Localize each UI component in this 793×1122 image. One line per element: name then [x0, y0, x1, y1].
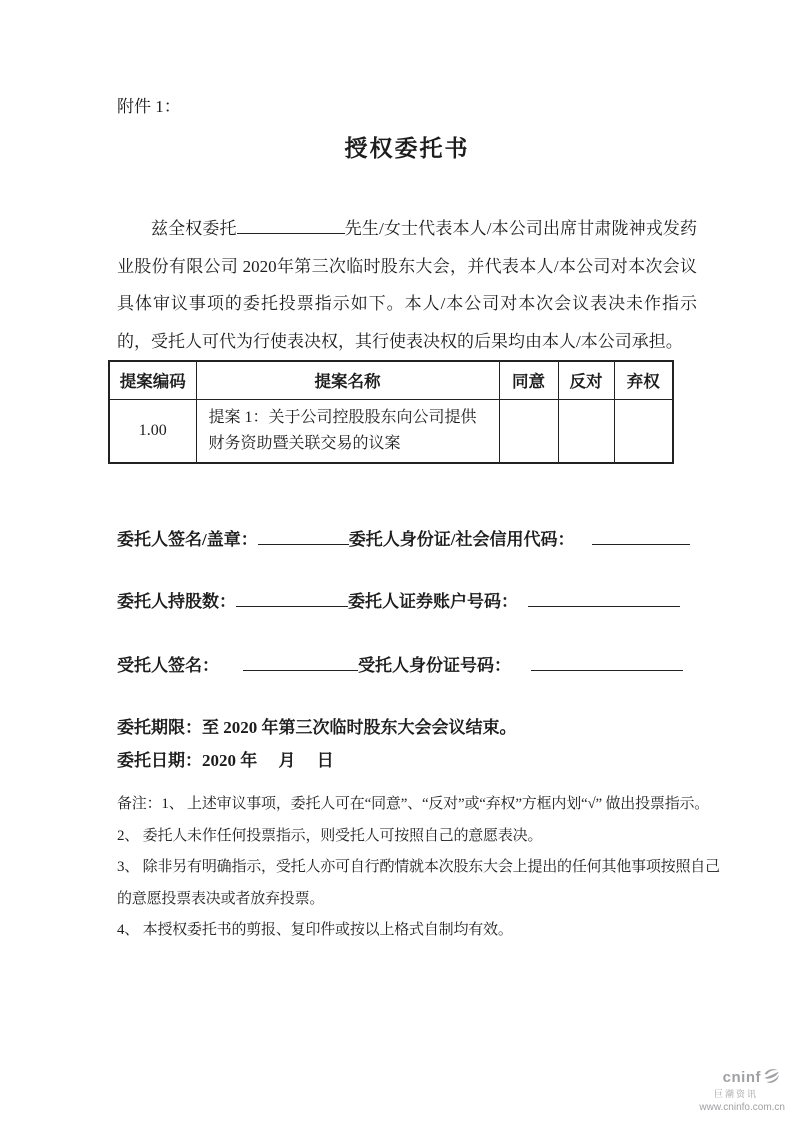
principal-id-label: 委托人身份证/社会信用代码： — [348, 530, 575, 549]
trustee-signature-label: 受托人签名： — [117, 656, 219, 675]
mandate-date-line: 委托日期：2020 年 月 日 — [117, 751, 334, 770]
header-proposal-code: 提案编码 — [109, 361, 196, 399]
cninfo-brand-text: cninf — [722, 1069, 761, 1086]
cninfo-swirl-icon — [763, 1067, 780, 1089]
abstain-vote-cell — [614, 399, 673, 463]
proposal-name-cell: 提案 1：关于公司控股股东向公司提供财务资助暨关联交易的议案 — [196, 399, 499, 463]
header-agree: 同意 — [499, 361, 558, 399]
principal-id-blank — [592, 529, 690, 545]
agree-vote-cell — [499, 399, 558, 463]
note-line-4: 4、 本授权委托书的剪报、复印件或按以上格式自制均有效。 — [117, 922, 513, 938]
signature-row-principal — [117, 528, 697, 552]
note-line-3: 3、 除非另有明确指示，受托人亦可自行酌情就本次股东大会上提出的任何其他事项按照自己的意愿投票表决或者放弃投票。 — [117, 859, 720, 907]
principal-signature-label: 委托人签名/盖章： — [117, 530, 258, 549]
notes-section — [117, 789, 731, 947]
cninfo-brand-row — [653, 1067, 788, 1089]
page-title: 授权委托书 — [344, 135, 470, 161]
principal-signature-blank — [258, 529, 349, 545]
principal-account-label: 委托人证券账户号码： — [348, 592, 518, 611]
cninfo-url: www.cninfo.com.cn — [699, 1102, 785, 1113]
signature-row-trustee — [117, 654, 697, 678]
authorization-paragraph — [117, 210, 697, 360]
trustee-id-blank — [531, 655, 683, 671]
signature-row-shares — [117, 590, 697, 614]
principal-shares-label: 委托人持股数： — [117, 592, 236, 611]
principal-shares-blank — [236, 591, 348, 607]
proposal-vote-table — [108, 360, 674, 464]
attachment-label: 附件 1： — [117, 97, 181, 116]
paragraph-lead: 兹全权委托 — [151, 219, 237, 238]
trustee-signature-blank — [243, 655, 358, 671]
trustee-id-label: 受托人身份证号码： — [358, 656, 511, 675]
paragraph-body: 先生/女士代表本人/本公司出席甘肃陇神戎发药业股份有限公司 2020年第三次临时股东大会，并代表本人/本公司对本次会议具体审议事项的委托投票指示如下。本人/本公司对本次会议表决未作指示的，受托人可代为行使表决权，其行使表决权的后果均由本人/本公司承担。 — [117, 219, 698, 351]
mandate-period-line: 委托期限：至 2020 年第三次临时股东大会会议结束。 — [117, 718, 517, 737]
oppose-vote-cell — [558, 399, 614, 463]
principal-account-blank — [528, 591, 680, 607]
table-header-row — [109, 361, 673, 399]
cninfo-logo — [653, 1067, 788, 1114]
proposal-code-cell: 1.00 — [109, 399, 196, 463]
header-proposal-name: 提案名称 — [196, 361, 499, 399]
attorney-name-blank — [237, 218, 345, 234]
note-line-1: 备注：1、 上述审议事项，委托人可在“同意”、“反对”或“弃权”方框内划“√” 做出投票指示。 — [117, 796, 710, 812]
cninfo-chinese-name: 巨潮资讯 — [713, 1089, 758, 1099]
note-line-2: 2、 委托人未作任何投票指示，则受托人可按照自己的意愿表决。 — [117, 827, 543, 844]
table-row — [109, 399, 673, 463]
header-abstain: 弃权 — [614, 361, 673, 399]
header-oppose: 反对 — [558, 361, 614, 399]
